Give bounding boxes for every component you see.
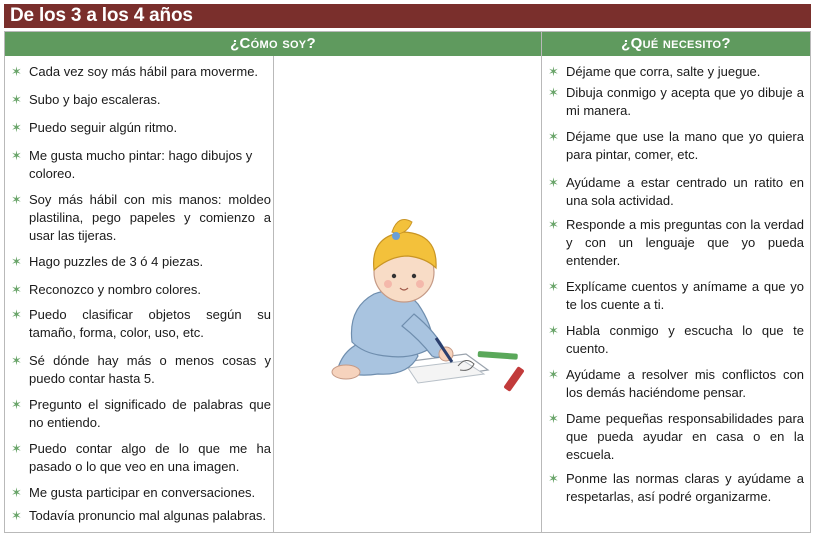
list-item-text: Cada vez soy más hábil para moverme. <box>29 64 259 79</box>
list-item <box>5 91 271 119</box>
list-item <box>5 191 271 253</box>
star-bullet-icon: ✶ <box>548 85 559 100</box>
header-como-soy-label: ¿Cómo soy? <box>230 35 316 52</box>
list-item-text: Puedo seguir algún ritmo. <box>29 120 178 135</box>
star-bullet-icon: ✶ <box>11 282 22 297</box>
star-bullet-icon: ✶ <box>11 508 22 523</box>
list-item <box>5 119 271 147</box>
column-divider-left <box>273 56 274 532</box>
star-bullet-icon: ✶ <box>11 148 22 163</box>
green-crayon-shape <box>478 351 518 360</box>
list-item-text: Ayúdame a resolver mis conflictos con los demás haciéndome pensar. <box>566 367 804 400</box>
star-bullet-icon: ✶ <box>548 175 559 190</box>
list-item-text: Todavía pronuncio mal algunas palabras. <box>29 508 267 523</box>
list-item-text: Me gusta mucho pintar: hago dibujos y coloreo. <box>29 148 253 181</box>
red-crayon-shape <box>503 366 524 392</box>
foot-shape <box>332 365 360 379</box>
list-item-text: Dibuja conmigo y acepta que yo dibuje a mi manera. <box>566 85 804 118</box>
list-item-text: Ayúdame a estar centrado un ratito en una sola actividad. <box>566 175 804 208</box>
star-bullet-icon: ✶ <box>548 323 559 338</box>
star-bullet-icon: ✶ <box>11 353 22 368</box>
star-bullet-icon: ✶ <box>11 441 22 456</box>
list-item <box>542 410 810 470</box>
ponytail-shape <box>392 220 412 234</box>
star-bullet-icon: ✶ <box>548 411 559 426</box>
list-item <box>5 352 271 396</box>
list-item <box>542 84 810 128</box>
list-item <box>542 322 810 366</box>
list-item <box>5 306 271 352</box>
list-item <box>542 174 810 216</box>
cheek-shape <box>384 280 392 288</box>
star-bullet-icon: ✶ <box>11 485 22 500</box>
list-item <box>542 278 810 322</box>
list-item-text: Ponme las normas claras y ayúdame a respetarlas, así podré organizarme. <box>566 471 804 504</box>
list-item <box>5 147 265 191</box>
star-bullet-icon: ✶ <box>11 64 22 79</box>
star-bullet-icon: ✶ <box>11 120 22 135</box>
list-item-text: Me gusta participar en conversaciones. <box>29 485 256 500</box>
list-item-text: Responde a mis preguntas con la verdad y con un lenguaje que yo pueda entender. <box>566 217 804 268</box>
list-item <box>5 396 271 440</box>
list-item-text: Soy más hábil con mis manos: moldeo plastilina, pego papeles y comienzo a usar las tijeras. <box>29 192 271 243</box>
que-necesito-list <box>542 60 810 510</box>
header-como-soy <box>5 32 541 56</box>
list-item-text: Dame pequeñas responsabilidades para que pueda ayudar en casa o en la escuela. <box>566 411 804 462</box>
list-item-text: Puedo contar algo de lo que me ha pasado o lo que veo en una imagen. <box>29 441 271 474</box>
como-soy-list <box>5 60 271 527</box>
star-bullet-icon: ✶ <box>548 279 559 294</box>
list-item-text: Pregunto el significado de palabras que no entiendo. <box>29 397 271 430</box>
list-item-text: Hago puzzles de 3 ó 4 piezas. <box>29 254 204 269</box>
list-item <box>542 470 810 510</box>
list-item <box>542 216 810 278</box>
list-item-text: Sé dónde hay más o menos cosas y puedo contar hasta 5. <box>29 353 271 386</box>
star-bullet-icon: ✶ <box>11 254 22 269</box>
cheek-shape <box>416 280 424 288</box>
list-item-text: Puedo clasificar objetos según su tamaño, forma, color, uso, etc. <box>29 307 271 340</box>
eye-shape <box>392 274 396 278</box>
list-item-text: Déjame que use la mano que yo quiera para pintar, comer, etc. <box>566 129 804 162</box>
list-item <box>542 128 810 174</box>
eye-shape <box>412 274 416 278</box>
list-item-text: Déjame que corra, salte y juegue. <box>566 64 761 79</box>
list-item <box>5 507 271 527</box>
star-bullet-icon: ✶ <box>11 92 22 107</box>
list-item <box>5 484 271 507</box>
star-bullet-icon: ✶ <box>11 307 22 322</box>
hair-tie-shape <box>392 232 400 240</box>
star-bullet-icon: ✶ <box>11 397 22 412</box>
star-bullet-icon: ✶ <box>548 217 559 232</box>
list-item <box>5 440 271 484</box>
list-item <box>542 63 810 84</box>
header-que-necesito <box>542 32 810 56</box>
list-item <box>5 63 271 91</box>
list-item-text: Explícame cuentos y anímame a que yo te los cuente a ti. <box>566 279 804 312</box>
title-bar <box>4 4 811 28</box>
star-bullet-icon: ✶ <box>548 64 559 79</box>
list-item <box>5 281 271 306</box>
list-item-text: Reconozco y nombro colores. <box>29 282 201 297</box>
star-bullet-icon: ✶ <box>548 367 559 382</box>
star-bullet-icon: ✶ <box>11 192 22 207</box>
header-que-necesito-label: ¿Qué necesito? <box>621 35 731 52</box>
list-item <box>542 366 810 410</box>
list-item-text: Subo y bajo escaleras. <box>29 92 161 107</box>
page-title: De los 3 a los 4 años <box>10 5 193 26</box>
list-item <box>5 253 271 281</box>
star-bullet-icon: ✶ <box>548 471 559 486</box>
list-item-text: Habla conmigo y escucha lo que te cuento. <box>566 323 804 356</box>
star-bullet-icon: ✶ <box>548 129 559 144</box>
child-drawing-illustration <box>318 212 532 396</box>
